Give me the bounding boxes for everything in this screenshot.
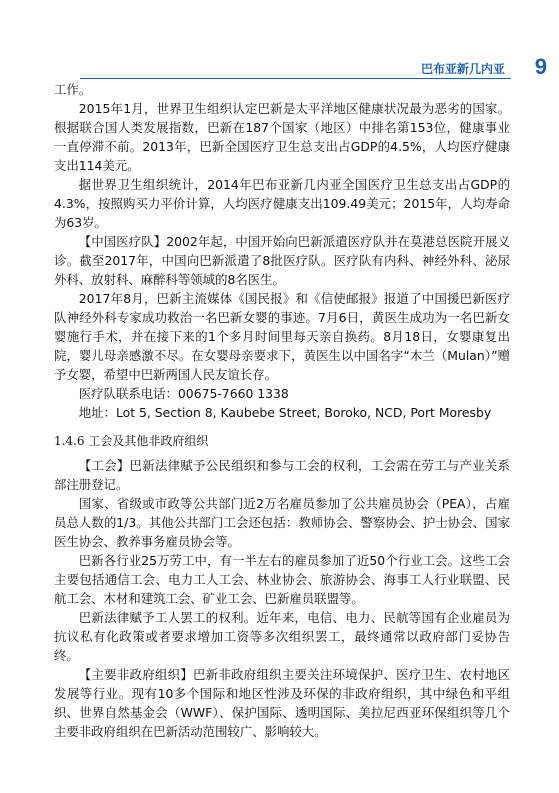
paragraph: 【主要非政府组织】巴新非政府组织主要关注环境保护、医疗卫生、农村地区发展等行业。现有10多个国际和地区性涉及环保的非政府组织，其中绿色和平组织、世界自然基金会（WWF）、保护国际、透明国际、美拉尼西亚环保组织等几个主要非政府组织在巴新活动范围较广、影响较大。 [54, 667, 510, 739]
running-header-title: 巴布亚新几内亚 [420, 62, 505, 76]
paragraph: 巴新各行业25万劳工中，有一半左右的雇员参加了近50个行业工会。这些工会主要包括通信工会、电力工人工会、林业协会、旅游协会、海事工人行业联盟、民航工会、木材和建筑工会、矿业工会、巴新雇员联盟等。 [54, 553, 510, 606]
paragraph: 2015年1月，世界卫生组织认定巴新是太平洋地区健康状况最为恶劣的国家。根据联合国人类发展指数，巴新在187个国家（地区）中排名第153位，健康事业一直停滞不前。2013年，巴新全国医疗卫生总支出占GDP的4.5%，人均医疗健康支出114美元。 [54, 101, 510, 173]
paragraph: 国家、省级或市政等公共部门近2万名雇员参加了公共雇员协会（PEA），占雇员总人数的1/3。其他公共部门工会还包括：教师协会、警察协会、护士协会、国家医生协会、教养事务雇员协会等。 [54, 496, 510, 549]
paragraph: 【工会】巴新法律赋予公民组织和参与工会的权利，工会需在劳工与产业关系部注册登记。 [54, 458, 510, 492]
paragraph: 据世界卫生组织统计，2014年巴布亚新几内亚全国医疗卫生总支出占GDP的4.3%，按照购买力平价计算，人均医疗健康支出109.49美元；2015年，人均寿命为63岁。 [54, 177, 510, 230]
paragraph: 工作。 [54, 82, 92, 97]
paragraph: 巴新法律赋予工人罢工的权利。近年来，电信、电力、民航等国有企业雇员为抗议私有化政策或者要求增加工资等多次组织罢工，最终通常以政府部门妥协告终。 [54, 610, 510, 663]
page-body [54, 80, 510, 741]
page-header [0, 0, 559, 84]
contact-address: 地址：Lot 5, Section 8, Kaubebe Street, Boroko, NCD, Port Moresby [78, 405, 492, 420]
contact-phone: 医疗队联系电话：00675-7660 1338 [78, 386, 289, 401]
paragraph: 【中国医疗队】2002年起，中国开始向巴新派遣医疗队并在莫港总医院开展义诊。截至2017年，中国向巴新派遣了8批医疗队。医疗队有内科、神经外科、泌尿外科、放射科、麻醉科等领域的8名医生。 [54, 234, 510, 287]
header-rule [80, 78, 511, 79]
page-number: 9 [534, 54, 547, 79]
paragraph: 2017年8月，巴新主流媒体《国民报》和《信使邮报》报道了中国援巴新医疗队神经外科专家成功救治一名巴新女婴的事迹。7月6日，黄医生成功为一名巴新女婴施行手术，并在接下来的1个多月时间里每天亲自换药。8月18日，女婴康复出院，婴儿母亲感激不尽。在女婴母亲要求下，黄医生以中国名字“木兰（Mulan）”赠予女婴，希望中巴新两国人民友谊长存。 [54, 291, 510, 382]
section-heading: 1.4.6 工会及其他非政府组织 [54, 434, 209, 448]
